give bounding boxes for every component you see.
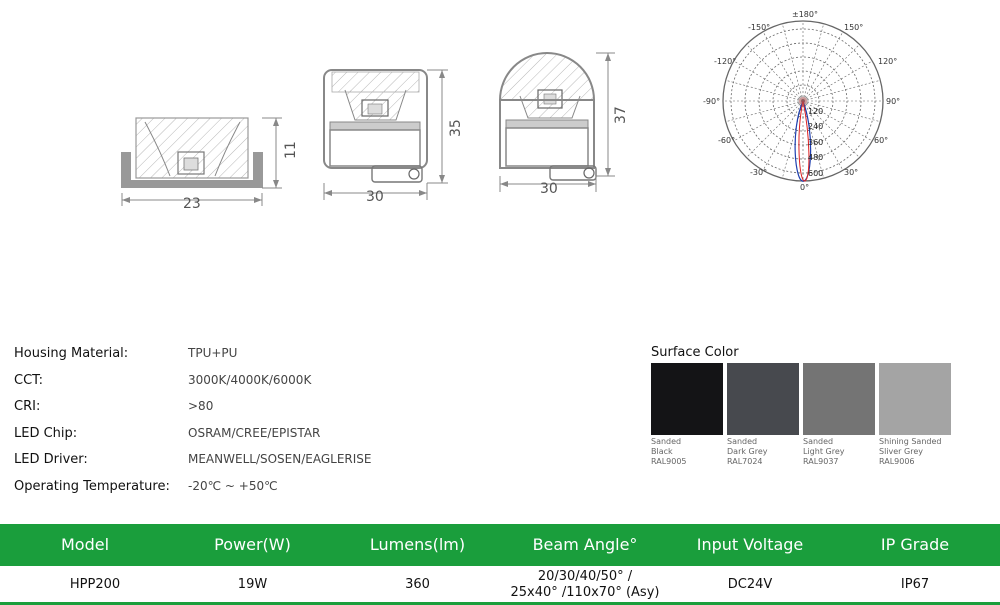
- polar-angle-60: 60°: [874, 136, 889, 145]
- color-caption-light-grey: [803, 437, 879, 467]
- header-model: Model: [60, 535, 110, 554]
- profile-drawing-square: [324, 70, 464, 205]
- beam-angle-line2: 25x40° /110x70° (Asy): [510, 584, 660, 600]
- polar-angle-m60: -60°: [718, 136, 736, 145]
- surface-color-title: Surface Color: [651, 345, 739, 360]
- caption-ral: RAL9006: [879, 457, 915, 466]
- caption-color: Light Grey: [803, 447, 845, 456]
- profile-drawing-small: [121, 118, 299, 212]
- polar-light-distribution: [703, 10, 900, 192]
- color-caption-dark-grey: [727, 437, 803, 467]
- spec-label: Housing Material:: [14, 346, 129, 361]
- cell-input-voltage: DC24V: [727, 576, 773, 592]
- caption-finish: Sanded: [727, 437, 758, 446]
- spec-value: MEANWELL/SOSEN/EAGLERISE: [188, 452, 372, 466]
- polar-angle-150: 150°: [844, 23, 864, 32]
- polar-angle-120: 120°: [878, 57, 898, 66]
- polar-angle-m120: -120°: [714, 57, 737, 66]
- spec-value: TPU+PU: [188, 346, 238, 360]
- header-lumens: Lumens(lm): [369, 535, 466, 554]
- dim-width-23: 23: [183, 196, 201, 212]
- caption-finish: Sanded: [803, 437, 834, 446]
- dim-height-37: 37: [613, 106, 629, 124]
- polar-angle-180: ±180°: [792, 10, 818, 19]
- caption-finish: Shining Sanded: [879, 437, 942, 446]
- color-swatch-silver-grey: [879, 363, 951, 435]
- cell-power: 19W: [237, 576, 268, 592]
- header-input-voltage: Input Voltage: [696, 535, 804, 554]
- dim-width-30a: 30: [366, 189, 384, 205]
- caption-color: Black: [651, 447, 673, 456]
- cell-model: HPP200: [69, 576, 121, 592]
- polar-angle-30: 30°: [844, 168, 859, 177]
- caption-ral: RAL7024: [727, 457, 763, 466]
- color-swatch-dark-grey: [727, 363, 799, 435]
- header-beam-angle: Beam Angle°: [532, 535, 638, 554]
- cell-lumens: 360: [405, 576, 430, 592]
- caption-ral: RAL9005: [651, 457, 687, 466]
- profile-drawing-dome: [500, 53, 629, 197]
- header-power: Power(W): [214, 535, 291, 554]
- caption-color: Sliver Grey: [879, 447, 923, 456]
- dim-width-30b: 30: [540, 181, 558, 197]
- caption-ral: RAL9037: [803, 457, 839, 466]
- table-row: [0, 566, 1000, 603]
- spec-label: CCT:: [14, 373, 44, 388]
- polar-radial-240: 240: [808, 122, 824, 131]
- color-caption-black: [651, 437, 727, 467]
- spec-label: CRI:: [14, 399, 41, 414]
- polar-angle-90: 90°: [886, 97, 901, 106]
- spec-value: OSRAM/CREE/EPISTAR: [188, 426, 321, 440]
- color-swatch-black: [651, 363, 723, 435]
- dim-height-11: 11: [283, 141, 299, 159]
- polar-radial-600: 600: [808, 169, 824, 178]
- spec-label: LED Driver:: [14, 452, 88, 467]
- polar-radial-360: 360: [808, 138, 824, 147]
- cell-beam-angle: [490, 566, 680, 603]
- spec-label: Operating Temperature:: [14, 479, 170, 494]
- spec-value: -20℃ ~ +50℃: [188, 479, 278, 493]
- spec-value: >80: [188, 399, 214, 413]
- technical-drawings: [0, 0, 1000, 215]
- table-header: [0, 524, 1000, 566]
- polar-angle-m150: -150°: [748, 23, 771, 32]
- caption-finish: Sanded: [651, 437, 682, 446]
- dim-height-35: 35: [448, 119, 464, 137]
- spec-label: LED Chip:: [14, 426, 78, 441]
- header-ip-grade: IP Grade: [880, 535, 950, 554]
- polar-radial-480: 480: [808, 153, 824, 162]
- polar-angle-m90: -90°: [703, 97, 721, 106]
- polar-angle-0: 0°: [800, 183, 810, 192]
- spec-value: 3000K/4000K/6000K: [188, 373, 312, 387]
- beam-angle-line1: 20/30/40/50° /: [537, 568, 633, 584]
- polar-radial-120: 120: [808, 107, 824, 116]
- color-caption-silver-grey: [879, 437, 955, 467]
- cell-ip-grade: IP67: [900, 576, 930, 592]
- polar-angle-m30: -30°: [750, 168, 768, 177]
- color-swatch-light-grey: [803, 363, 875, 435]
- caption-color: Dark Grey: [727, 447, 768, 456]
